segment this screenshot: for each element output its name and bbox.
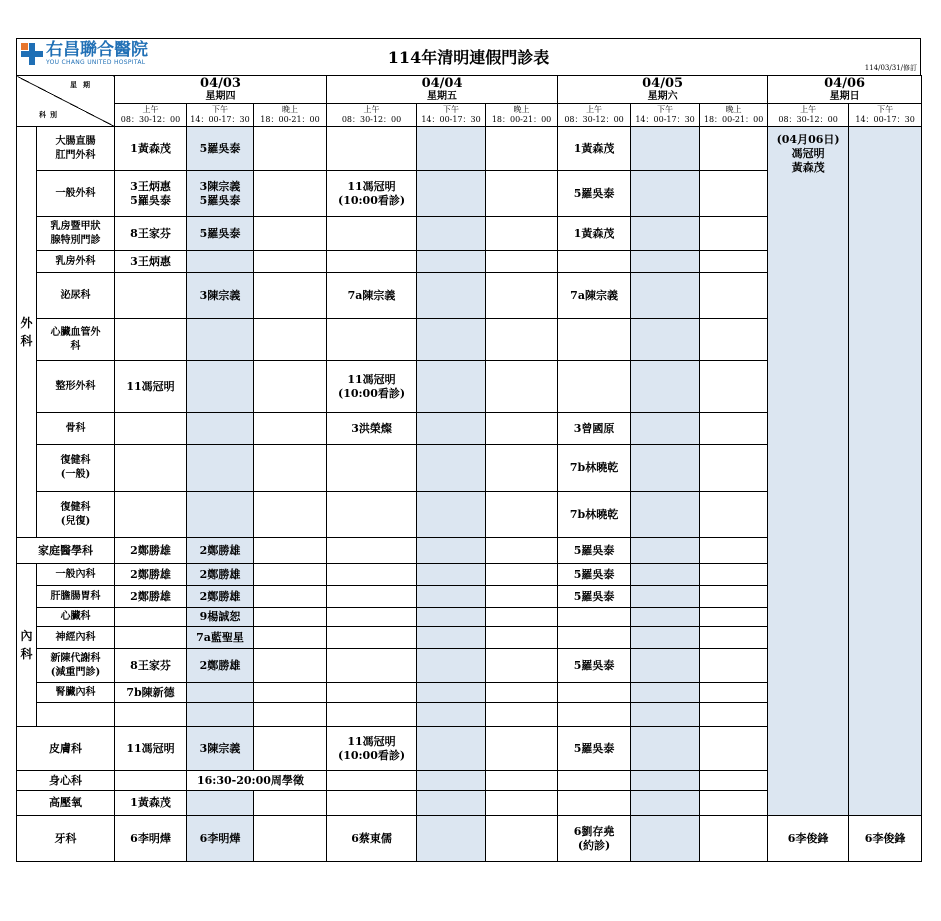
cell-d2-am <box>327 586 417 608</box>
cell-d1-pm: 2鄭勝雄 <box>187 649 254 683</box>
header-corner <box>17 76 115 127</box>
cell-d2-eve <box>486 127 558 171</box>
cell-d3-pm <box>631 273 700 319</box>
cell-d2-eve <box>486 649 558 683</box>
cell-d1-pm: 6李明燁 <box>187 816 254 862</box>
cell-d2-am <box>327 492 417 538</box>
cell-d1-eve <box>254 649 327 683</box>
sunday-morning-note: (04月06日) 馮冠明 黃森茂 <box>768 127 849 816</box>
cell-d3-eve <box>700 171 768 217</box>
cell-d3-am <box>558 771 631 791</box>
cell-d1-am <box>115 445 187 492</box>
cell-d1-eve <box>254 171 327 217</box>
cell-d2-pm <box>417 445 486 492</box>
cell-d2-am: 11馮冠明 (10:00看診) <box>327 361 417 413</box>
slot-header-afternoon: 下午 14：00-17：30 <box>631 104 700 127</box>
cell-d3-pm <box>631 649 700 683</box>
cell-d3-eve <box>700 413 768 445</box>
cell-d3-eve <box>700 492 768 538</box>
page-title: 114年清明連假門診表 <box>387 48 550 67</box>
cell-d1-pm: 7a藍聖星 <box>187 627 254 649</box>
cell-d3-am: 5羅吳泰 <box>558 586 631 608</box>
dept-plastic-surgery: 整形外科 <box>37 361 115 413</box>
category-surgery: 外科 <box>17 127 37 538</box>
cell-d1-pm <box>187 683 254 703</box>
day-header: 04/04 星期五 <box>327 76 558 104</box>
cell-d1-am: 3王炳惠 <box>115 251 187 273</box>
cell-d1-am <box>115 319 187 361</box>
cell-d3-pm <box>631 251 700 273</box>
cell-d3-am <box>558 251 631 273</box>
cell-d2-eve <box>486 683 558 703</box>
cell-d3-eve <box>700 727 768 771</box>
cell-d3-am: 5羅吳泰 <box>558 727 631 771</box>
cell-d1-eve <box>254 816 327 862</box>
cell-d3-am: 5羅吳泰 <box>558 538 631 564</box>
cell-d3-pm <box>631 703 700 727</box>
cell-d2-pm <box>417 816 486 862</box>
cell-d2-pm <box>417 217 486 251</box>
cell-d2-eve <box>486 771 558 791</box>
schedule-table <box>16 75 922 862</box>
dept-dental: 牙科 <box>17 816 115 862</box>
dept-dermatology: 皮膚科 <box>17 727 115 771</box>
cell-d3-eve <box>700 649 768 683</box>
sunday-afternoon-column <box>849 127 922 816</box>
cell-d2-am <box>327 627 417 649</box>
cell-d2-eve <box>486 564 558 586</box>
cell-d1-eve <box>254 608 327 627</box>
cell-d3-eve <box>700 586 768 608</box>
cell-d1-pm <box>187 703 254 727</box>
slot-header-morning: 上午 08：30-12：00 <box>768 104 849 127</box>
cell-d2-am <box>327 771 417 791</box>
cell-d1-am <box>115 492 187 538</box>
cell-d3-pm <box>631 217 700 251</box>
cell-d1-pm: 5羅吳泰 <box>187 127 254 171</box>
cell-d2-am <box>327 538 417 564</box>
cell-d2-pm <box>417 127 486 171</box>
cell-d2-pm <box>417 608 486 627</box>
cell-d2-eve <box>486 492 558 538</box>
cell-d2-am <box>327 217 417 251</box>
dept-family-medicine: 家庭醫學科 <box>17 538 115 564</box>
cell-d3-pm <box>631 816 700 862</box>
slot-header-evening: 晚上 18：00-21：00 <box>254 104 327 127</box>
cell-d1-eve <box>254 413 327 445</box>
cell-d1-am: 2鄭勝雄 <box>115 538 187 564</box>
cell-d1-pm: 5羅吳泰 <box>187 217 254 251</box>
dept-neurology: 神經內科 <box>37 627 115 649</box>
cell-d3-eve <box>700 627 768 649</box>
cell-d1-eve <box>254 445 327 492</box>
cell-d3-pm <box>631 683 700 703</box>
cell-d3-pm <box>631 564 700 586</box>
dept-gastroenterology: 肝膽腸胃科 <box>37 586 115 608</box>
cell-d2-eve <box>486 816 558 862</box>
slot-header-morning: 上午 08：30-12：00 <box>115 104 187 127</box>
cell-d1-am <box>115 771 187 791</box>
cell-d2-pm <box>417 649 486 683</box>
cell-d2-eve <box>486 413 558 445</box>
cell-d1-pm: 3陳宗義 <box>187 273 254 319</box>
cell-d2-am <box>327 683 417 703</box>
cell-d1-eve <box>254 791 327 816</box>
cell-d2-eve <box>486 727 558 771</box>
dept-cardiology: 心臟科 <box>37 608 115 627</box>
cell-d1-pm <box>187 445 254 492</box>
cell-d1-eve <box>254 586 327 608</box>
cell-d2-am: 11馮冠明 (10:00看診) <box>327 727 417 771</box>
cell-d2-pm <box>417 319 486 361</box>
clinic-schedule-sheet <box>16 38 921 862</box>
dept-general-internal: 一般內科 <box>37 564 115 586</box>
cell-d3-eve <box>700 771 768 791</box>
cell-d2-am <box>327 608 417 627</box>
cell-d1-pm: 2鄭勝雄 <box>187 564 254 586</box>
cell-d3-pm <box>631 608 700 627</box>
cell-d2-am <box>327 564 417 586</box>
cell-d3-eve <box>700 319 768 361</box>
cell-d2-pm <box>417 171 486 217</box>
cell-d3-pm <box>631 538 700 564</box>
slot-header-afternoon: 下午 14：00-17：30 <box>849 104 922 127</box>
slot-header-evening: 晚上 18：00-21：00 <box>486 104 558 127</box>
cell-d2-eve <box>486 251 558 273</box>
cell-d3-pm <box>631 727 700 771</box>
cell-d3-pm <box>631 127 700 171</box>
cell-d3-eve <box>700 273 768 319</box>
cell-d3-am <box>558 791 631 816</box>
cell-d1-am: 2鄭勝雄 <box>115 564 187 586</box>
cell-d1-am: 11馮冠明 <box>115 361 187 413</box>
cell-d3-am <box>558 683 631 703</box>
cell-d2-am: 6蔡東儒 <box>327 816 417 862</box>
cell-d1-am: 2鄭勝雄 <box>115 586 187 608</box>
cell-d1-am: 7b陳新德 <box>115 683 187 703</box>
slot-header-afternoon: 下午 14：00-17：30 <box>417 104 486 127</box>
revision-date: 114/03/31/修訂 <box>864 64 917 72</box>
cell-d1-eve <box>254 127 327 171</box>
cell-d3-eve <box>700 608 768 627</box>
cell-d3-am <box>558 703 631 727</box>
slot-header-evening: 晚上 18：00-21：00 <box>700 104 768 127</box>
cell-d3-pm <box>631 171 700 217</box>
slot-header-afternoon: 下午 14：00-17：30 <box>187 104 254 127</box>
cell-d2-eve <box>486 608 558 627</box>
cell-d2-pm <box>417 627 486 649</box>
cell-d3-eve <box>700 703 768 727</box>
cell-d2-pm <box>417 791 486 816</box>
cell-d1-am: 1黃森茂 <box>115 791 187 816</box>
cell-d3-eve <box>700 816 768 862</box>
cell-d4-am: 6李俊鋒 <box>768 816 849 862</box>
cell-d3-pm <box>631 791 700 816</box>
logo-english-name: YOU CHANG UNITED HOSPITAL <box>46 59 146 66</box>
cell-d1-pm <box>187 361 254 413</box>
cell-d1-pm <box>187 791 254 816</box>
cell-d1-eve <box>254 217 327 251</box>
cell-d2-eve <box>486 171 558 217</box>
cell-d3-pm <box>631 361 700 413</box>
cell-d1-eve <box>254 538 327 564</box>
cell-d1-eve <box>254 319 327 361</box>
cell-d3-am: 5羅吳泰 <box>558 171 631 217</box>
cell-d2-eve <box>486 703 558 727</box>
cell-d1-eve <box>254 683 327 703</box>
category-internal: 內科 <box>17 564 37 727</box>
dept-rehab-general: 復健科 (一般) <box>37 445 115 492</box>
cell-d2-eve <box>486 538 558 564</box>
cell-d3-am: 5羅吳泰 <box>558 649 631 683</box>
day-header: 04/06 星期日 <box>768 76 922 104</box>
cell-d1-am: 3王炳惠 5羅吳泰 <box>115 171 187 217</box>
cell-d2-pm <box>417 251 486 273</box>
cell-d3-am: 7b林曉乾 <box>558 445 631 492</box>
cell-d2-eve <box>486 217 558 251</box>
cell-d3-eve <box>700 127 768 171</box>
cell-d2-pm <box>417 683 486 703</box>
cell-d1-eve <box>254 627 327 649</box>
cell-d1-pm <box>187 492 254 538</box>
cell-d3-am: 6劉存堯 (約診) <box>558 816 631 862</box>
dept-rehab-child: 復健科 (兒復) <box>37 492 115 538</box>
cell-d1-eve <box>254 273 327 319</box>
corner-weekday-label: 星期 <box>70 80 96 89</box>
cell-d3-pm <box>631 319 700 361</box>
cell-d1-pm-evening-span: 16:30-20:00周學徵 <box>187 771 327 791</box>
cell-d3-pm <box>631 771 700 791</box>
cell-d2-am <box>327 703 417 727</box>
dept-metabolism: 新陳代謝科 (減重門診) <box>37 649 115 683</box>
cell-d2-pm <box>417 771 486 791</box>
cell-d3-pm <box>631 445 700 492</box>
cell-d3-eve <box>700 538 768 564</box>
cell-d3-eve <box>700 564 768 586</box>
cell-d3-eve <box>700 791 768 816</box>
cell-d1-am <box>115 608 187 627</box>
dept-colorectal: 大腸直腸 肛門外科 <box>37 127 115 171</box>
cell-d3-eve <box>700 683 768 703</box>
cell-d2-am <box>327 127 417 171</box>
dept-nephrology: 腎臟內科 <box>37 683 115 703</box>
corner-dept-label: 科別 <box>39 110 61 119</box>
dept-urology: 泌尿科 <box>37 273 115 319</box>
dept-hyperbaric: 高壓氧 <box>17 791 115 816</box>
dept-breast-thyroid: 乳房暨甲狀 腺特別門診 <box>37 217 115 251</box>
cell-d2-eve <box>486 361 558 413</box>
cell-empty <box>37 703 115 727</box>
cell-d3-pm <box>631 492 700 538</box>
cell-d2-pm <box>417 564 486 586</box>
cell-d1-pm <box>187 319 254 361</box>
cell-d3-eve <box>700 251 768 273</box>
cell-d1-am <box>115 703 187 727</box>
cell-d3-am: 3曾國原 <box>558 413 631 445</box>
cell-d3-pm <box>631 627 700 649</box>
cell-d1-am <box>115 413 187 445</box>
cell-d2-eve <box>486 445 558 492</box>
cell-d3-eve <box>700 361 768 413</box>
cell-d2-eve <box>486 273 558 319</box>
cell-d1-am: 1黃森茂 <box>115 127 187 171</box>
cell-d2-pm <box>417 727 486 771</box>
cell-d3-am: 7a陳宗義 <box>558 273 631 319</box>
cell-d1-eve <box>254 492 327 538</box>
cell-d2-am <box>327 445 417 492</box>
day-header: 04/05 星期六 <box>558 76 768 104</box>
cell-d2-am: 7a陳宗義 <box>327 273 417 319</box>
cell-d3-pm <box>631 413 700 445</box>
cell-d2-pm <box>417 413 486 445</box>
cell-d3-am: 7b林曉乾 <box>558 492 631 538</box>
cell-d1-am: 11馮冠明 <box>115 727 187 771</box>
cell-d2-am <box>327 251 417 273</box>
cell-d2-eve <box>486 586 558 608</box>
slot-header-morning: 上午 08：30-12：00 <box>327 104 417 127</box>
dept-cardiovascular-surgery: 心臟血管外 科 <box>37 319 115 361</box>
cell-d3-am <box>558 319 631 361</box>
cell-d1-am: 8王家芬 <box>115 217 187 251</box>
cell-d1-eve <box>254 251 327 273</box>
cell-d1-am <box>115 273 187 319</box>
cell-d2-am <box>327 319 417 361</box>
cell-d3-am <box>558 627 631 649</box>
cell-d1-eve <box>254 727 327 771</box>
dept-psychiatry: 身心科 <box>17 771 115 791</box>
dept-general-surgery: 一般外科 <box>37 171 115 217</box>
cell-d2-pm <box>417 703 486 727</box>
cell-d3-am <box>558 361 631 413</box>
cell-d3-eve <box>700 217 768 251</box>
sheet-header <box>16 38 921 75</box>
day-header: 04/03 星期四 <box>115 76 327 104</box>
cell-d1-am: 8王家芬 <box>115 649 187 683</box>
cell-d3-eve <box>700 445 768 492</box>
cell-d3-am: 5羅吳泰 <box>558 564 631 586</box>
cell-d2-pm <box>417 273 486 319</box>
cell-d2-am <box>327 649 417 683</box>
cell-d2-pm <box>417 586 486 608</box>
slot-header-morning: 上午 08：30-12：00 <box>558 104 631 127</box>
cell-d2-am <box>327 791 417 816</box>
cell-d1-am: 6李明燁 <box>115 816 187 862</box>
cell-d1-eve <box>254 564 327 586</box>
cell-d3-pm <box>631 586 700 608</box>
cell-d2-eve <box>486 791 558 816</box>
cell-d1-am <box>115 627 187 649</box>
cell-d1-eve <box>254 361 327 413</box>
cell-d2-am: 11馮冠明 (10:00看診) <box>327 171 417 217</box>
cell-d1-pm: 3陳宗義 5羅吳泰 <box>187 171 254 217</box>
cell-d1-pm: 9楊誠恕 <box>187 608 254 627</box>
cell-d1-pm: 3陳宗義 <box>187 727 254 771</box>
cell-d2-eve <box>486 319 558 361</box>
logo-chinese-name: 右昌聯合醫院 <box>46 40 148 60</box>
cell-d1-pm <box>187 251 254 273</box>
cell-d3-am: 1黃森茂 <box>558 217 631 251</box>
cell-d3-am: 1黃森茂 <box>558 127 631 171</box>
cell-d4-pm: 6李俊鋒 <box>849 816 922 862</box>
cell-d1-pm <box>187 413 254 445</box>
dept-orthopedics: 骨科 <box>37 413 115 445</box>
cell-d2-eve <box>486 627 558 649</box>
dept-breast-surgery: 乳房外科 <box>37 251 115 273</box>
cell-d2-am: 3洪榮燦 <box>327 413 417 445</box>
cell-d2-pm <box>417 361 486 413</box>
cell-d2-pm <box>417 492 486 538</box>
cell-d3-am <box>558 608 631 627</box>
cell-d1-pm: 2鄭勝雄 <box>187 538 254 564</box>
cell-d2-pm <box>417 538 486 564</box>
cell-d1-pm: 2鄭勝雄 <box>187 586 254 608</box>
cell-d1-eve <box>254 703 327 727</box>
